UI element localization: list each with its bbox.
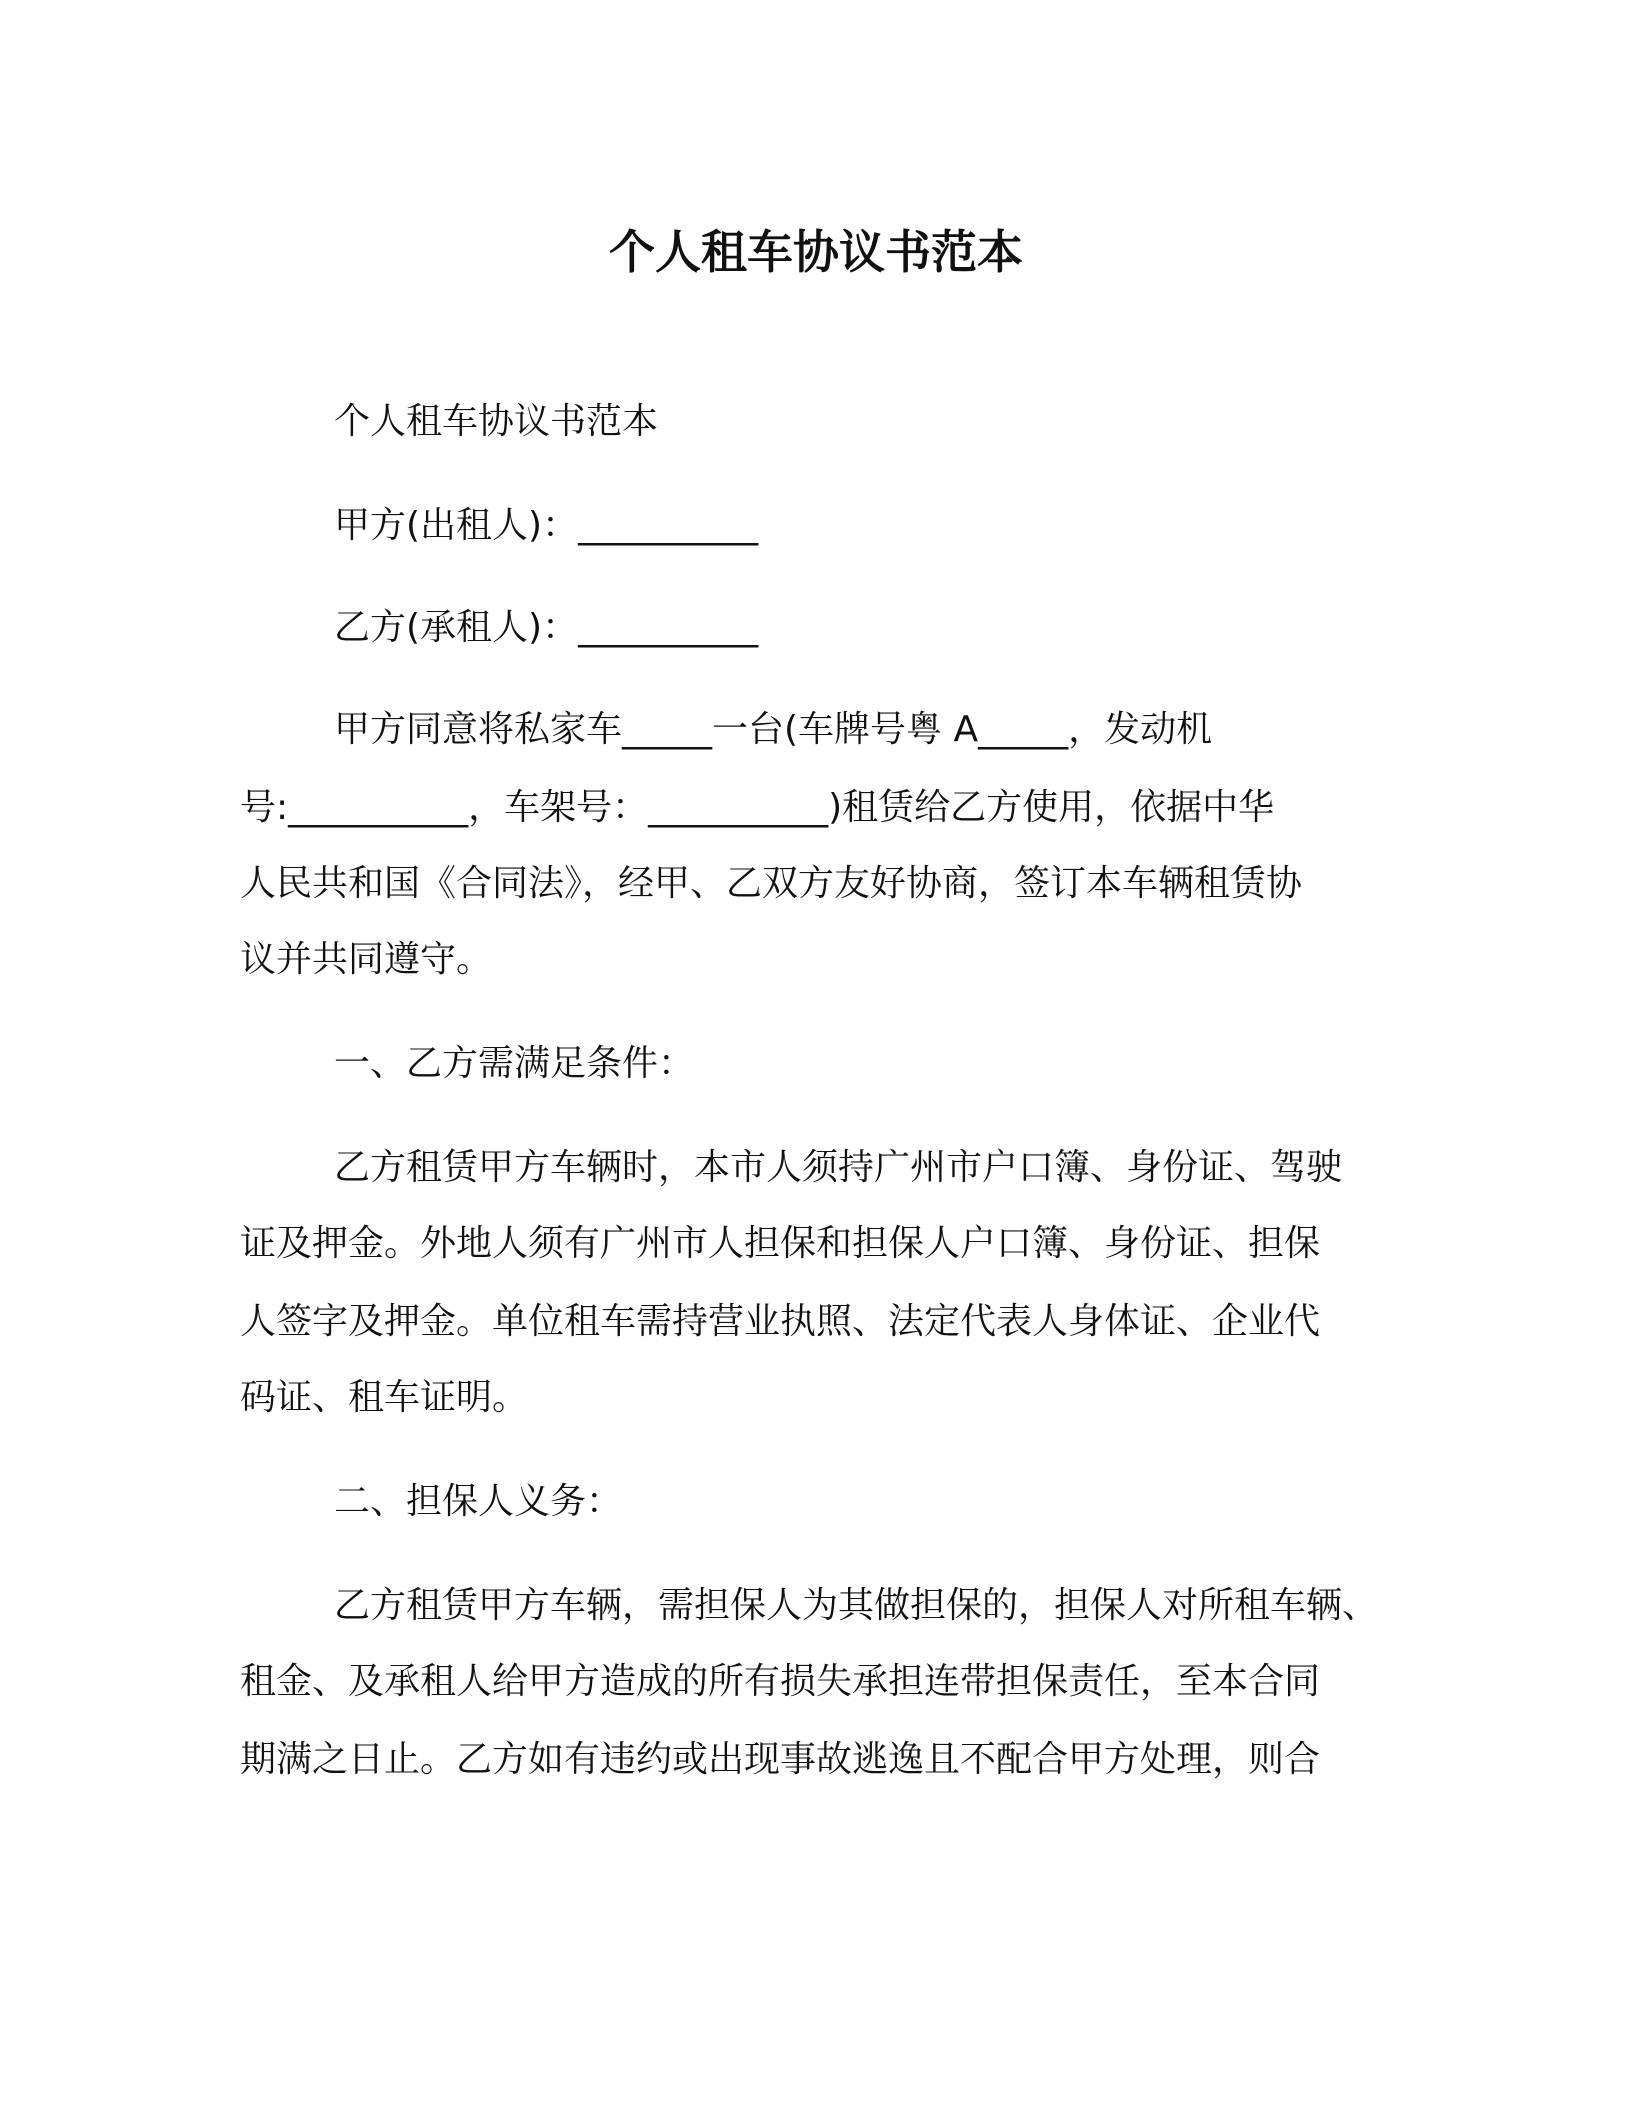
section-1-line-3: 人签字及押金。单位租车需持营业执照、法定代表人身体证、企业代 xyxy=(240,1301,1321,1342)
intro-line-4: 议并共同遵守。 xyxy=(240,939,493,980)
section-2-line-2: 租金、及承租人给甲方造成的所有损失承担连带担保责任，至本合同 xyxy=(240,1661,1321,1702)
intro-line-2: 号:__________，车架号：__________)租赁给乙方使用，依据中华 xyxy=(240,787,1275,828)
party-a-line: 甲方(出租人)：__________ xyxy=(334,505,759,546)
intro-line-1: 甲方同意将私家车_____一台(车牌号粤 A_____，发动机 xyxy=(334,709,1213,750)
document-subtitle: 个人租车协议书范本 xyxy=(334,401,659,442)
section-2-line-1: 乙方租赁甲方车辆，需担保人为其做担保的，担保人对所租车辆、 xyxy=(334,1585,1379,1626)
section-2-line-3: 期满之日止。乙方如有违约或出现事故逃逸且不配合甲方处理，则合 xyxy=(240,1739,1321,1780)
section-1-line-4: 码证、租车证明。 xyxy=(240,1377,529,1418)
section-1-line-1: 乙方租赁甲方车辆时，本市人须持广州市户口簿、身份证、驾驶 xyxy=(334,1147,1343,1188)
section-2-heading: 二、担保人义务： xyxy=(334,1481,623,1522)
intro-line-3: 人民共和国《合同法》，经甲、乙双方友好协商，签订本车辆租赁协 xyxy=(240,863,1303,904)
section-1-line-2: 证及押金。外地人须有广州市人担保和担保人户口簿、身份证、担保 xyxy=(240,1223,1321,1264)
party-b-line: 乙方(承租人)：__________ xyxy=(334,607,759,648)
document-title: 个人租车协议书范本 xyxy=(609,225,1023,279)
section-1-heading: 一、乙方需满足条件： xyxy=(334,1043,695,1084)
